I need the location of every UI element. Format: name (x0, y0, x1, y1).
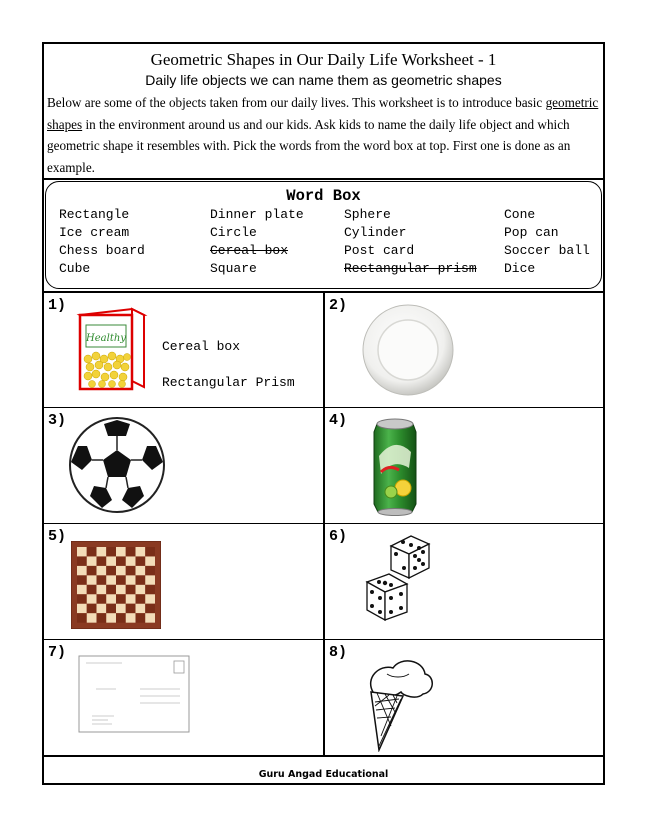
question-number: 6) (329, 528, 348, 545)
chess-square (106, 604, 116, 613)
chess-square (145, 613, 155, 622)
chess-square (87, 547, 97, 556)
question-8 (325, 640, 603, 755)
question-6 (325, 524, 603, 639)
answer-shape: Rectangular Prism (162, 375, 295, 390)
page-subtitle: Daily life objects we can name them as geometric shapes (145, 72, 502, 88)
questions-grid (44, 291, 603, 757)
chess-square (126, 585, 136, 594)
chess-square (136, 594, 146, 603)
word-ice-cream: Ice cream (59, 225, 130, 240)
question-number: 4) (329, 412, 348, 429)
chess-square (126, 613, 136, 622)
word-circle: Circle (210, 225, 257, 240)
question-2 (325, 293, 603, 407)
word-pop-can: Pop can (504, 225, 559, 240)
chess-square (145, 547, 155, 556)
intro-paragraph (47, 92, 601, 178)
worksheet-header (44, 44, 603, 180)
chess-square (77, 547, 87, 556)
chess-square (126, 566, 136, 575)
soccer-ball-image (68, 416, 166, 514)
question-number: 5) (48, 528, 67, 545)
chess-square (136, 585, 146, 594)
chess-square (106, 613, 116, 622)
chess-square (106, 585, 116, 594)
chess-square (97, 566, 107, 575)
chess-square (77, 613, 87, 622)
chess-square (116, 594, 126, 603)
word-dice: Dice (504, 261, 536, 276)
chess-square (145, 575, 155, 584)
chess-square (97, 594, 107, 603)
word-post-card: Post card (344, 243, 415, 258)
chess-square (145, 604, 155, 613)
word-sphere: Sphere (344, 207, 391, 222)
chess-square (77, 556, 87, 565)
word-cylinder: Cylinder (344, 225, 407, 240)
cereal-box-label: Healthy (86, 333, 126, 344)
chess-square (87, 594, 97, 603)
dinner-plate-image (361, 303, 456, 398)
chess-square (136, 575, 146, 584)
answer-object: Cereal box (162, 339, 241, 354)
dice-image (361, 532, 441, 632)
geometric-shapes-link[interactable]: geometric shapes (47, 95, 599, 132)
chess-square (136, 604, 146, 613)
word-cereal-box: Cereal box (210, 243, 289, 258)
question-1 (44, 293, 323, 407)
page-title: Geometric Shapes in Our Daily Life Worksheet - 1 (150, 50, 497, 69)
ice-cream-image (357, 652, 437, 752)
chess-square (145, 585, 155, 594)
pop-can-image (369, 416, 421, 516)
chess-square (87, 585, 97, 594)
chess-square (87, 566, 97, 575)
question-3 (44, 408, 323, 523)
word-cone: Cone (504, 207, 536, 222)
chess-square (116, 575, 126, 584)
chess-square (87, 613, 97, 622)
chess-square (97, 556, 107, 565)
chess-square (136, 547, 146, 556)
chess-square (97, 547, 107, 556)
question-number: 3) (48, 412, 67, 429)
chess-square (106, 556, 116, 565)
chess-square (77, 594, 87, 603)
chess-square (145, 566, 155, 575)
chess-square (97, 585, 107, 594)
chess-square (106, 566, 116, 575)
chess-square (136, 556, 146, 565)
chess-square (97, 604, 107, 613)
chess-square (97, 575, 107, 584)
question-number: 2) (329, 297, 348, 314)
word-box (45, 181, 602, 289)
chess-square (116, 547, 126, 556)
chess-square (87, 575, 97, 584)
chess-square (97, 613, 107, 622)
question-7 (44, 640, 323, 755)
chess-square (136, 566, 146, 575)
chess-square (77, 585, 87, 594)
word-rectangle: Rectangle (59, 207, 130, 222)
footer-credit: Guru Angad Educational (258, 769, 389, 780)
intro-text-start: Below are some of the objects taken from our daily lives. This worksheet is to introduce basic (47, 95, 546, 110)
chess-square (116, 566, 126, 575)
chess-square (126, 575, 136, 584)
chess-square (87, 556, 97, 565)
intro-text-end: in the environment around us and our kids. Ask kids to name the daily life object and which geometric shape it resembles with. Pick the words from the word box at top. First one is done as an example. (47, 116, 571, 175)
chess-board-image (71, 541, 161, 629)
question-number: 7) (48, 644, 67, 661)
chess-square (145, 556, 155, 565)
chess-square (87, 604, 97, 613)
chess-square (145, 594, 155, 603)
cereal-box-image (74, 301, 154, 396)
chess-square (77, 604, 87, 613)
chess-square (126, 547, 136, 556)
chess-square (106, 575, 116, 584)
question-number: 8) (329, 644, 348, 661)
question-4 (325, 408, 603, 523)
question-5 (44, 524, 323, 639)
chess-square (136, 613, 146, 622)
chess-square (116, 613, 126, 622)
chess-square (126, 556, 136, 565)
chess-square (106, 594, 116, 603)
chess-square (126, 604, 136, 613)
word-square: Square (210, 261, 257, 276)
post-card-image (78, 655, 190, 733)
chess-square (77, 575, 87, 584)
word-chess-board: Chess board (59, 243, 145, 258)
word-cube: Cube (59, 261, 91, 276)
worksheet-page (42, 42, 605, 785)
chess-square (77, 566, 87, 575)
chess-square (116, 604, 126, 613)
chess-square (126, 594, 136, 603)
word-dinner-plate: Dinner plate (210, 207, 304, 222)
chess-square (116, 585, 126, 594)
word-rectangular-prism: Rectangular prism (344, 261, 477, 276)
word-soccer-ball: Soccer ball (504, 243, 590, 258)
chess-square (106, 547, 116, 556)
word-box-title: Word Box (286, 187, 361, 205)
question-number: 1) (48, 297, 67, 314)
chess-square (116, 556, 126, 565)
